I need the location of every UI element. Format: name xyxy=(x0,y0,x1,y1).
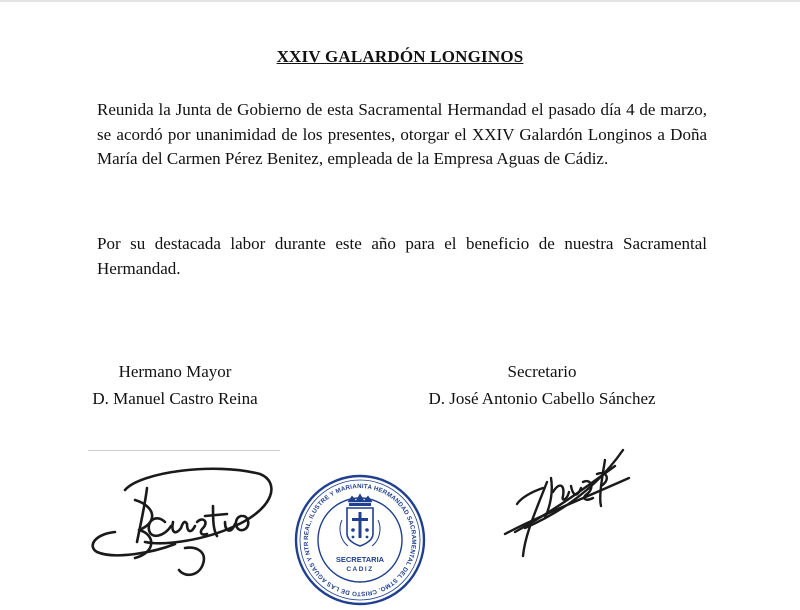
signature-hermano-mayor xyxy=(85,460,285,590)
paragraph-award-announcement: Reunida la Junta de Gobierno de esta Sacramental Hermandad el pasado día 4 de marzo, se acordó por unanimidad de los presentes, otorgar el XXIV Galardón Longinos a Doña María del Carmen Pérez Benitez, empleada de la Empresa Aguas de Cádiz. xyxy=(97,100,707,168)
seal-ring-text: REAL, ILUSTRE Y MARIANITA HERMANDAD SACRAMENTAL DEL STMO. CRISTO DE LAS AGUAS Y NTRA. SRA. DE LA LUZ xyxy=(287,465,418,598)
signature-secretario xyxy=(495,448,645,568)
signatory-left-role: Hermano Mayor xyxy=(118,362,232,381)
seal-center-secretaria: SECRETARIA xyxy=(335,555,385,564)
signatory-right-name: D. José Antonio Cabello Sánchez xyxy=(428,389,656,408)
hermandad-seal-stamp xyxy=(287,465,430,610)
top-edge-line xyxy=(0,0,800,2)
seal-emblem xyxy=(340,494,380,546)
signatory-left-name: D. Manuel Castro Reina xyxy=(92,389,258,408)
document-title: XXIV GALARDÓN LONGINOS xyxy=(276,47,524,66)
paragraph-award-reason: Por su destacada labor durante este año para el beneficio de nuestra Sacramental Hermandad. xyxy=(97,234,707,278)
signature-divider-line xyxy=(88,450,280,451)
signatory-right-role: Secretario xyxy=(507,362,577,381)
seal-center-cadiz: CADIZ xyxy=(346,566,374,573)
